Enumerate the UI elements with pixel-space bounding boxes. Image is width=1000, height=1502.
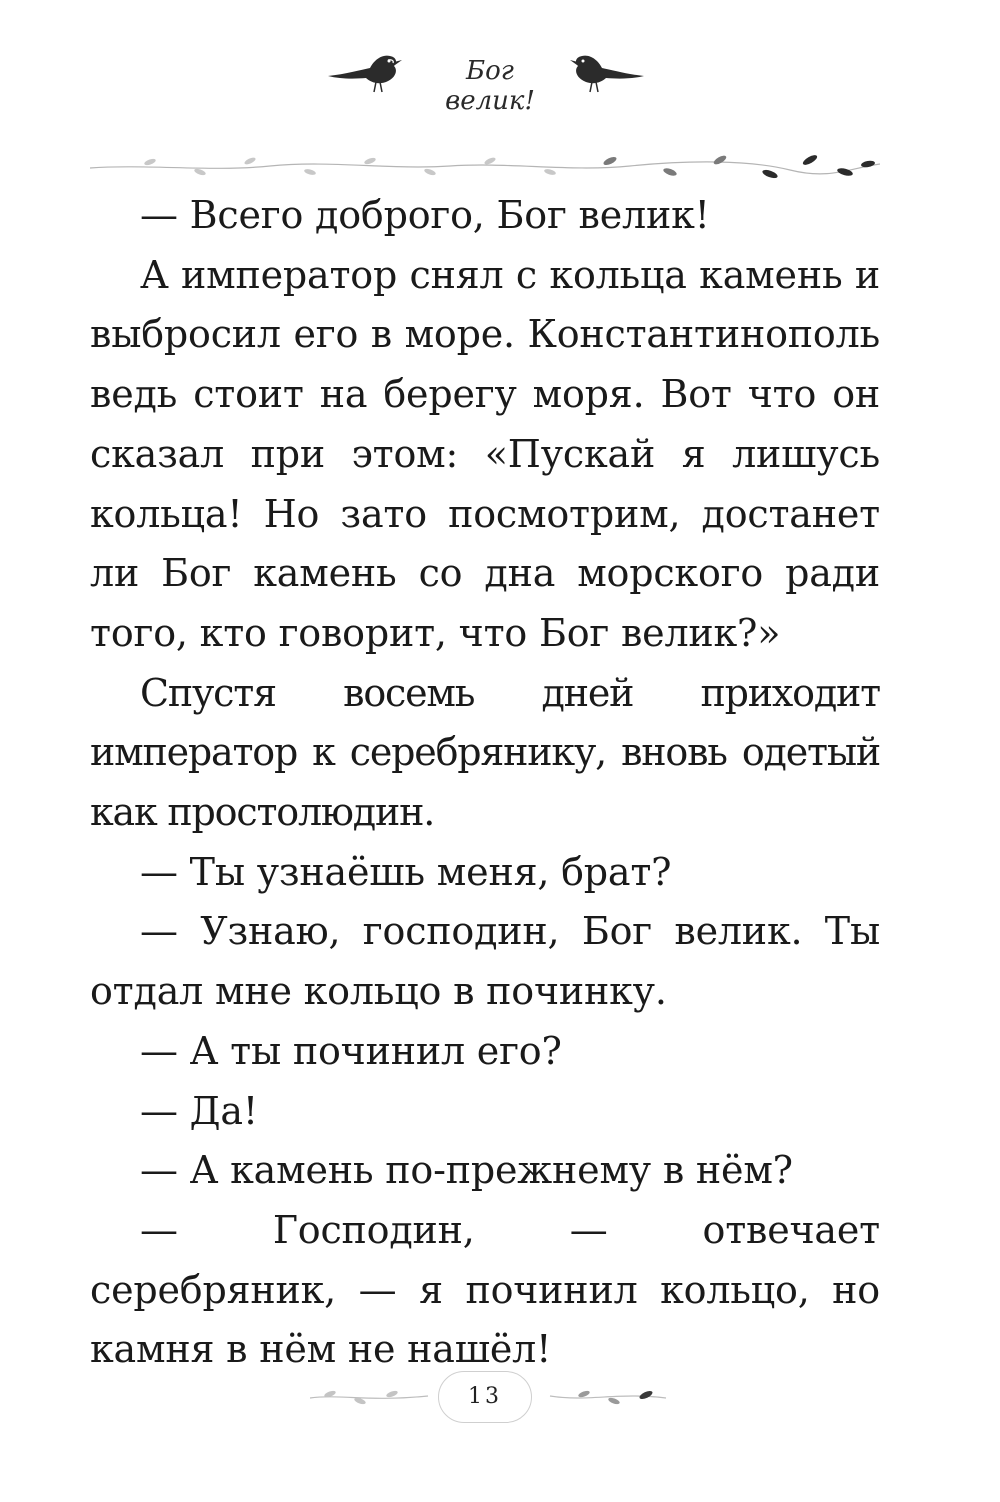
running-title: Бог велик!: [445, 56, 535, 116]
paragraph: А император снял с кольца камень и выбросил его в море. Константинополь ведь стоит на берегу моря. Вот что он сказал при этом: «Пускай я лишусь кольца! Но зато посмотрим, достанет ли Бог камень со дна морского ради того, кто говорит, что Бог велик?»: [90, 252, 880, 655]
vine-ornament-icon: [310, 1384, 430, 1408]
paragraph: — Господин, — отвечает серебряник, — я починил кольцо, но камня в нём не нашёл!: [90, 1207, 880, 1372]
page-number: 13: [438, 1371, 532, 1423]
vine-divider: [90, 148, 880, 188]
paragraph: — А ты починил его?: [140, 1028, 562, 1073]
paragraph: — Ты узнаёшь меня, брат?: [140, 849, 672, 894]
bird-icon: [566, 48, 646, 98]
paragraph: — Узнаю, господин, Бог велик. Ты отдал мне кольцо в починку.: [90, 909, 880, 1014]
bird-icon: [326, 48, 406, 98]
paragraph: — Да!: [140, 1088, 258, 1133]
paragraph: Спустя восемь дней приходит император к серебрянику, вновь одетый как простолюдин.: [90, 670, 880, 835]
paragraph: — Всего доброго, Бог велик!: [140, 193, 710, 237]
body-text: [90, 186, 880, 1380]
page-header: [0, 40, 1000, 116]
paragraph: — А камень по-прежнему в нём?: [140, 1148, 793, 1193]
page-footer: [0, 1366, 1000, 1426]
vine-ornament-icon: [548, 1384, 668, 1408]
